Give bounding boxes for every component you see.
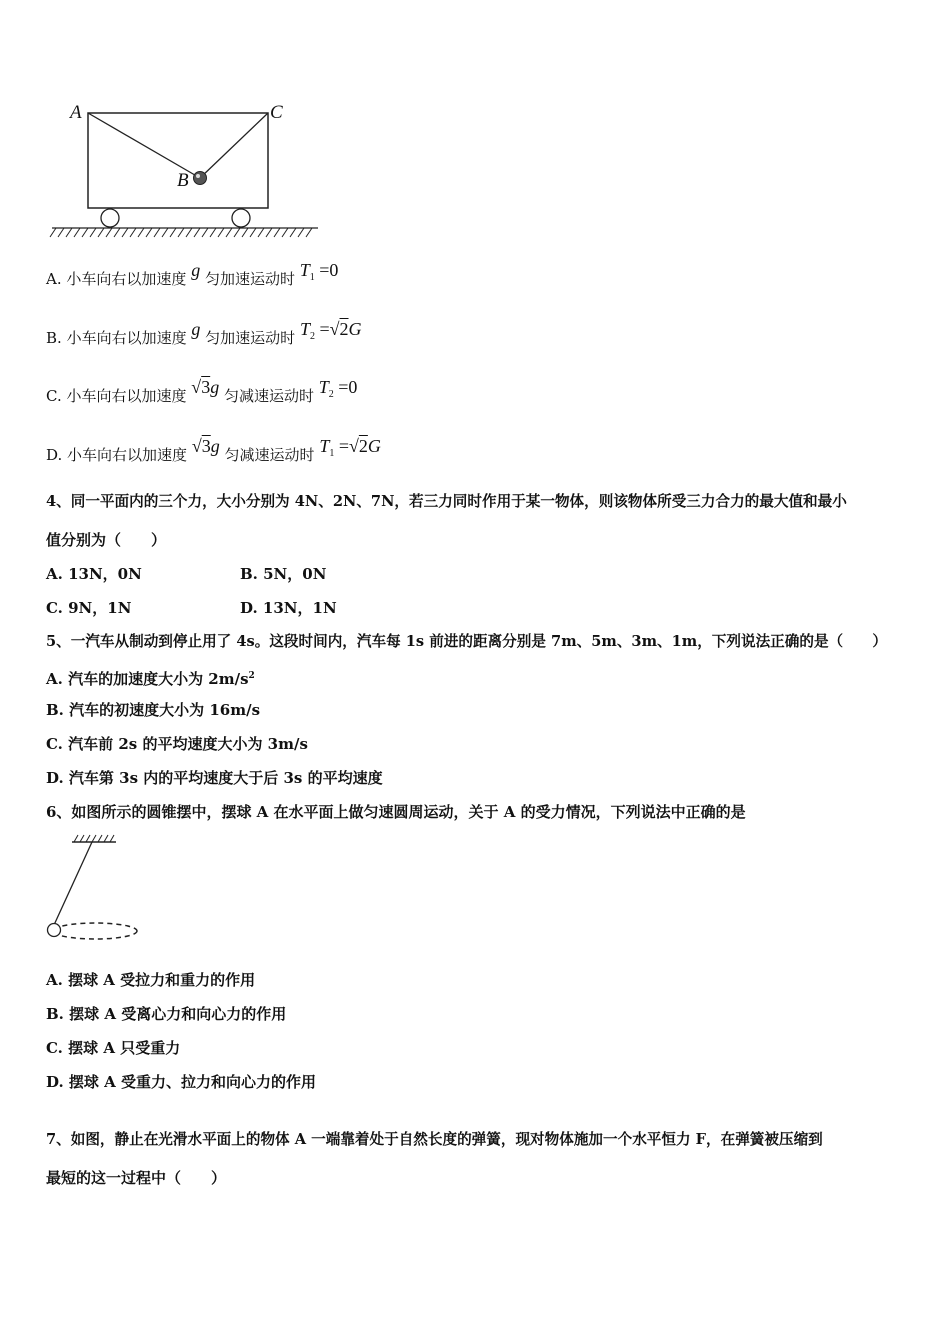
q6-option-b: B. 摆球 A 受离心力和向心力的作用 <box>46 1005 287 1023</box>
q3-option-c: C. 小车向右以加速度 √3g 匀减速运动时 $T_2 =0$ <box>46 377 358 405</box>
q4-option-a: A. 13N，0N <box>46 565 142 583</box>
q5-option-a: A. 汽车的加速度大小为 $2m/s^2$ <box>46 670 255 688</box>
q6-option-d: D. 摆球 A 受重力、拉力和向心力的作用 <box>46 1073 317 1091</box>
label-c: C <box>270 102 283 123</box>
q4-option-d: D. 13N，1N <box>240 599 337 617</box>
q3-option-d: D. 小车向右以加速度 √3g 匀减速运动时 $T_1 =√2G$ <box>46 436 381 464</box>
q4-stem-line2: 值分别为（ ） <box>46 531 167 549</box>
sqrt-icon: √ <box>348 436 359 456</box>
q3-option-b: B. 小车向右以加速度 g 匀加速运动时 $T_2 =√2G$ <box>46 319 362 347</box>
label-b: B <box>177 170 189 191</box>
q6-option-c: C. 摆球 A 只受重力 <box>46 1039 181 1057</box>
q4-stem-line1: 4、同一平面内的三个力，大小分别为 4N、2N、7N，若三力同时作用于某一物体，则该物体所受三力合力的最大值和最小 <box>46 493 847 510</box>
ball-highlight <box>196 174 200 178</box>
q5-option-b: B. 汽车的初速度大小为 16m/s <box>46 701 261 719</box>
pendulum-string <box>54 842 92 925</box>
q7-stem-line1: 7、如图，静止在光滑水平面上的物体 A 一端靠着处于自然长度的弹簧，现对物体施加一个水平恒力 F，在弹簧被压缩到 <box>46 1131 823 1148</box>
cart-figure <box>40 95 330 245</box>
q5-stem: 5、一汽车从制动到停止用了 4s。这段时间内，汽车每 1s 前进的距离分别是 7m、5m、3m、1m，下列说法正确的是（ ） <box>46 633 887 650</box>
ceiling-hatch <box>74 835 114 842</box>
wheel-left <box>101 209 119 227</box>
circular-path <box>53 923 137 939</box>
string-ab <box>88 113 200 178</box>
q6-stem: 6、如图所示的圆锥摆中，摆球 A 在水平面上做匀速圆周运动，关于 A 的受力情况，下列说法中正确的是 <box>46 803 746 821</box>
q4-option-b: B. 5N，0N <box>240 565 327 583</box>
sqrt-icon: √ <box>191 377 202 397</box>
q7-stem-line2: 最短的这一过程中（ ） <box>46 1169 227 1187</box>
q5-option-d: D. 汽车第 3s 内的平均速度大于后 3s 的平均速度 <box>46 769 383 787</box>
cart-body <box>88 113 268 208</box>
pendulum-ball-a <box>48 924 61 937</box>
wheel-right <box>232 209 250 227</box>
ground-hatch <box>50 228 312 237</box>
conical-pendulum-figure <box>40 830 150 945</box>
sqrt-icon: √ <box>191 436 202 456</box>
q3-option-a: A. 小车向右以加速度 g 匀加速运动时 $T_1 =0$ <box>46 260 339 288</box>
string-cb <box>200 113 268 178</box>
sqrt-icon: √ <box>329 319 340 339</box>
q5-option-c: C. 汽车前 2s 的平均速度大小为 3m/s <box>46 735 308 753</box>
label-a: A <box>70 102 82 123</box>
ball-b <box>194 172 207 185</box>
q6-option-a: A. 摆球 A 受拉力和重力的作用 <box>46 971 256 989</box>
q4-option-c: C. 9N，1N <box>46 599 132 617</box>
